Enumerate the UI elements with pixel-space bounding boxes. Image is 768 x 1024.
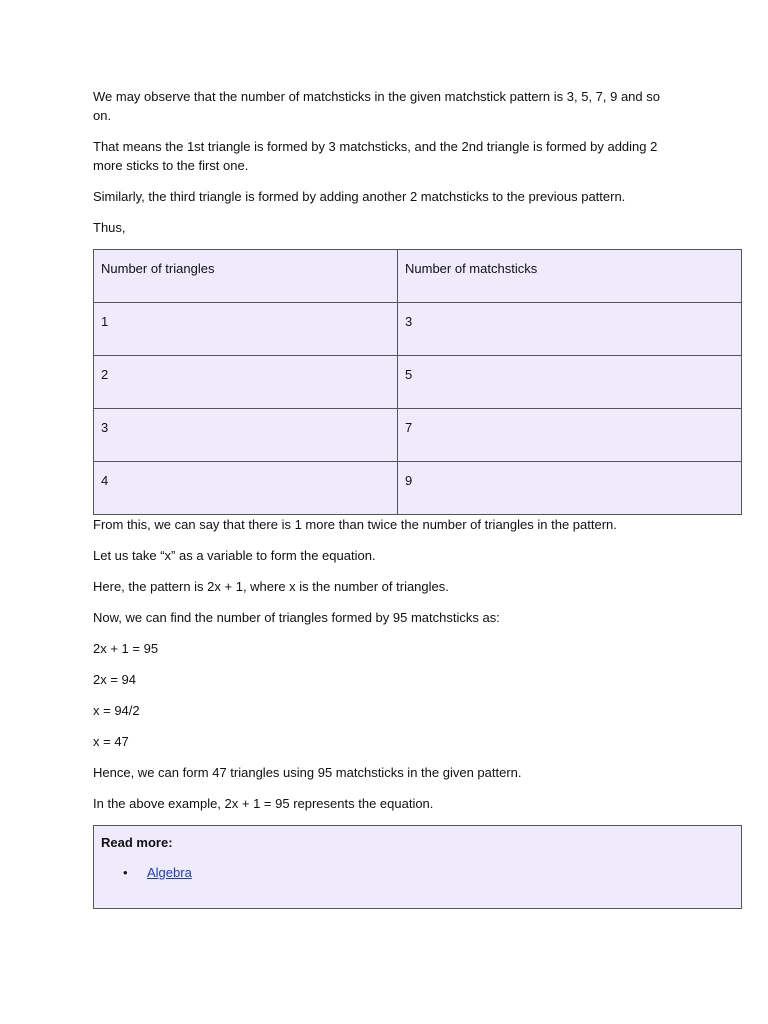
document-body (93, 87, 741, 909)
paragraph-equation-note: In the above example, 2x + 1 = 95 represents the equation. (93, 796, 434, 811)
table-header-cell: Number of triangles (94, 250, 398, 303)
table-cell: 1 (94, 303, 398, 356)
equation-step: 2x = 94 (93, 672, 137, 687)
paragraph-pattern-expression: Here, the pattern is 2x + 1, where x is the number of triangles. (93, 579, 449, 594)
table-header-cell: Number of matchsticks (398, 250, 742, 303)
table-cell: 3 (398, 303, 742, 356)
equation-step: x = 47 (93, 734, 129, 749)
paragraph-first-second-triangle: That means the 1st triangle is formed by 3 matchsticks, and the 2nd triangle is formed by adding 2 more sticks to the first one. (93, 139, 658, 173)
read-more-list (101, 864, 734, 882)
paragraph-third-triangle: Similarly, the third triangle is formed by adding another 2 matchsticks to the previous pattern. (93, 189, 626, 204)
table-row (94, 303, 742, 356)
equation-step: x = 94/2 (93, 703, 140, 718)
table-row (94, 356, 742, 409)
bullet-icon: • (123, 865, 128, 880)
table-cell: 4 (94, 462, 398, 515)
read-more-box (93, 825, 742, 909)
list-item (123, 864, 734, 882)
paragraph-thus: Thus, (93, 220, 126, 235)
paragraph-relation: From this, we can say that there is 1 more than twice the number of triangles in the pattern. (93, 517, 617, 532)
paragraph-find-triangles: Now, we can find the number of triangles formed by 95 matchsticks as: (93, 610, 500, 625)
paragraph-pattern-observation: We may observe that the number of matchsticks in the given matchstick pattern is 3, 5, 7, 9 and so on. (93, 89, 660, 123)
table-cell: 2 (94, 356, 398, 409)
table-cell: 5 (398, 356, 742, 409)
explanation-section (93, 515, 741, 813)
paragraph-conclusion: Hence, we can form 47 triangles using 95 matchsticks in the given pattern. (93, 765, 522, 780)
table-cell: 7 (398, 409, 742, 462)
table-cell: 9 (398, 462, 742, 515)
algebra-link[interactable]: Algebra (147, 865, 192, 880)
table-row (94, 409, 742, 462)
table-cell: 3 (94, 409, 398, 462)
read-more-title: Read more: (101, 835, 173, 850)
table-header-row (94, 250, 742, 303)
table-row (94, 462, 742, 515)
paragraph-variable: Let us take “x” as a variable to form the equation. (93, 548, 376, 563)
equation-step: 2x + 1 = 95 (93, 641, 159, 656)
triangles-matchsticks-table (93, 249, 742, 515)
